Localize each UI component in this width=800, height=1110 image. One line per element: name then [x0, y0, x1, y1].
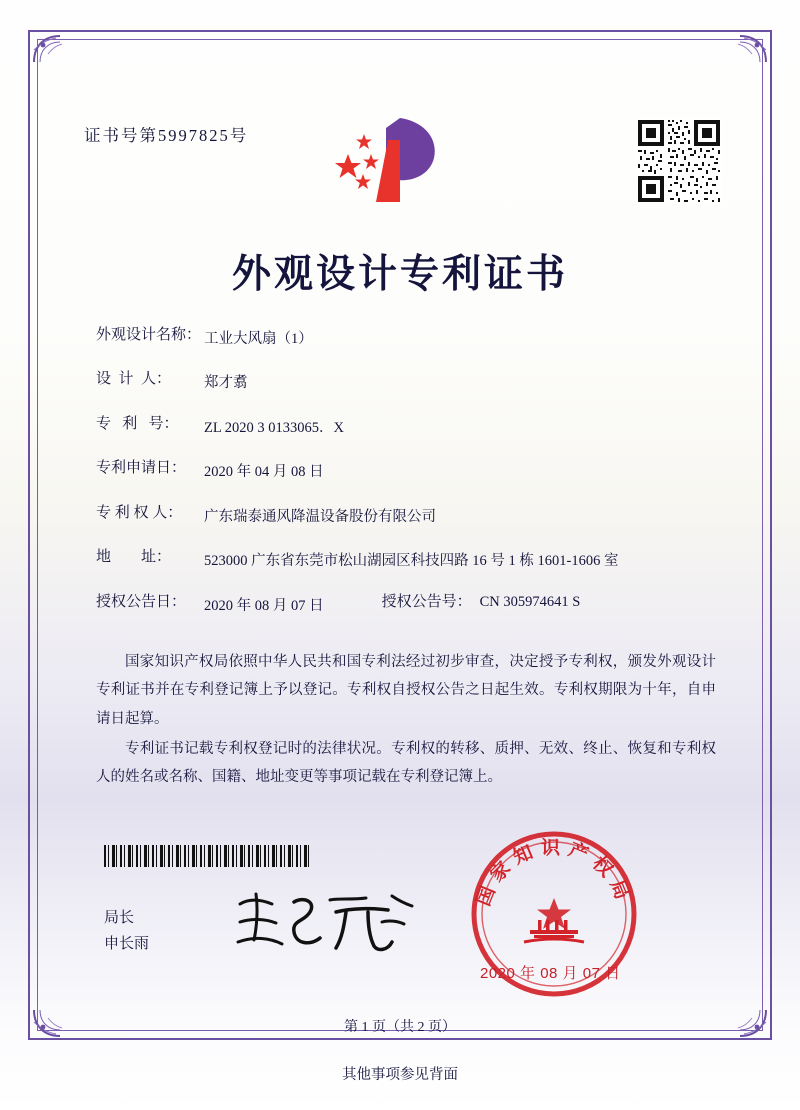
field-label: 地 址： [96, 549, 172, 566]
field-value: 郑才翥 [204, 375, 248, 392]
qr-code-icon [636, 118, 722, 204]
field-application-date [96, 461, 716, 483]
field-label-secondary: 授权公告号： [381, 593, 472, 610]
director-title: 局长 [104, 910, 135, 926]
field-list [96, 328, 716, 639]
page-indicator: 第 1 页（共 2 页） [344, 1020, 456, 1035]
paragraph-1: 国家知识产权局依照中华人民共和国专利法经过初步审查，决定授予专利权，颁发外观设计专利证书并在专利登记簿上予以登记。专利权自授权公告之日起生效。专利权期限为十年，自申请日起算。 [96, 654, 716, 727]
certificate-number: 证书号第5997825号 [84, 126, 249, 145]
field-patent-number [96, 417, 716, 439]
field-value-secondary: CN 305974641 S [479, 593, 581, 610]
legal-text [96, 648, 716, 793]
field-value: 523000 广东省东莞市松山湖园区科技四路 16 号 1 栋 1601-1606 室 [204, 553, 619, 570]
field-design-name [96, 328, 716, 350]
cnipa-logo-icon [330, 110, 450, 210]
paragraph-2: 专利证书记载专利权登记时的法律状况。专利权的转移、质押、无效、终止、恢复和专利权人的姓名或名称、国籍、地址变更等事项记载在专利登记簿上。 [96, 740, 716, 786]
handwritten-signature-icon [232, 888, 422, 954]
field-label: 设 计 人： [96, 371, 172, 388]
signature-block [104, 905, 149, 958]
page-title: 外观设计专利证书 [231, 252, 568, 297]
footer-note: 其他事项参见背面 [342, 1067, 458, 1083]
field-value: 2020 年 04 月 08 日 [204, 464, 324, 481]
field-label: 专 利 号： [96, 415, 179, 432]
field-address [96, 550, 716, 572]
field-patentee [96, 506, 716, 528]
field-value: 工业大风扇（1） [204, 331, 313, 347]
field-label: 专利申请日： [96, 460, 187, 477]
seal-date: 2020 年 08 月 07 日 [480, 965, 621, 982]
field-value: 2020 年 08 月 07 日 [204, 597, 324, 614]
svg-text:国家知识产权局: 国家知识产权局 [472, 836, 636, 910]
field-value: ZL 2020 3 0133065．X [204, 419, 345, 436]
field-grant-announcement [96, 595, 716, 617]
field-label: 授权公告日： [96, 593, 187, 610]
director-name: 申长雨 [104, 936, 150, 953]
field-designer [96, 372, 716, 394]
barcode [104, 845, 310, 867]
field-label: 外观设计名称： [96, 327, 202, 343]
field-label: 专 利 权 人： [96, 504, 183, 521]
field-value: 广东瑞泰通风降温设备股份有限公司 [204, 508, 436, 525]
